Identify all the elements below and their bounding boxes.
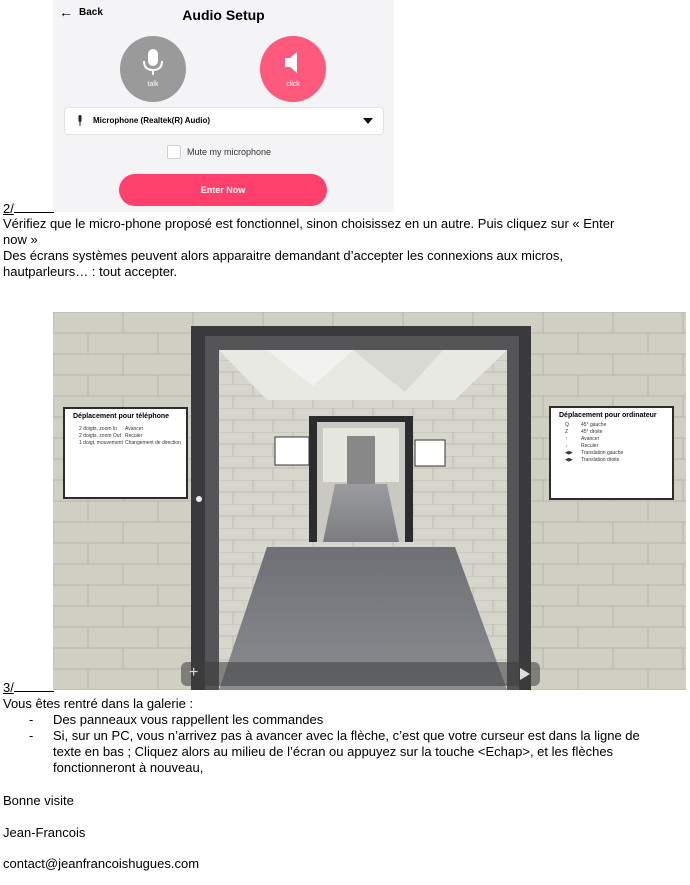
phone-panel-row: 1 doigt, mouvement Changement de direction <box>79 440 181 446</box>
step-2-text <box>3 216 687 280</box>
computer-panel-row: Q 45° gauche <box>565 422 607 428</box>
talk-label: talk <box>147 81 159 88</box>
back-button[interactable]: Back <box>79 7 103 18</box>
list-item: - Des panneaux vous rappellent les commandes <box>3 712 687 728</box>
back-arrow-icon[interactable]: ← <box>59 4 73 20</box>
step-3-number: 3/ <box>3 680 54 696</box>
step-2-line: hautparleurs… : tout accepter. <box>3 264 178 279</box>
phone-panel-row: 2 doigts, zoom In Avancer <box>79 426 144 432</box>
click-label: click <box>286 81 300 88</box>
step-2-number: 2/ <box>3 201 54 217</box>
computer-panel-row: Z 45° droite <box>565 429 603 435</box>
send-arrow-icon[interactable] <box>520 668 530 680</box>
chevron-down-icon[interactable] <box>363 118 373 124</box>
step-3-text <box>3 696 687 776</box>
step-2-line: now » <box>3 232 38 247</box>
computer-panel-row: ◀▶ Translation droite <box>565 457 620 463</box>
gallery-screenshot <box>53 312 686 690</box>
gallery-scene <box>53 312 686 690</box>
contact-email[interactable]: contact@jeanfrancoishugues.com <box>3 856 200 871</box>
computer-panel-row: ↑ Avancer <box>565 436 600 442</box>
computer-panel-row: ◀▶ Translation gauche <box>565 450 624 456</box>
microphone-select-value: Microphone (Realtek(R) Audio) <box>93 116 211 125</box>
phone-panel-title: Déplacement pour téléphone <box>73 413 170 420</box>
talk-button[interactable] <box>120 36 186 102</box>
mute-checkbox[interactable] <box>167 145 181 159</box>
audio-setup-title: Audio Setup <box>182 7 265 23</box>
click-button[interactable] <box>260 36 326 102</box>
microphone-icon <box>77 115 83 127</box>
step-2-line: Des écrans systèmes peuvent alors apparaitre demandant d’accepter les connexions aux micros, <box>3 248 564 263</box>
enter-now-button[interactable]: Enter Now <box>119 174 327 206</box>
microphone-icon <box>141 49 165 77</box>
computer-panel-title: Déplacement pour ordinateur <box>559 412 657 419</box>
audio-setup-screenshot <box>53 0 394 212</box>
step-3-list <box>3 712 687 776</box>
mute-label: Mute my microphone <box>187 147 272 157</box>
microphone-select[interactable] <box>64 107 384 135</box>
phone-controls-panel <box>63 407 188 499</box>
list-item: - Si, sur un PC, vous n’arrivez pas à avancer avec la flèche, c’est que votre curseur est dans la ligne de texte en bas ; Cliquez alors au milieu de l’écran ou appuyez sur la touche <Echap>, et les flèches fonctionneront à nouveau, <box>3 728 687 776</box>
step-3-intro: Vous êtes rentré dans la galerie : <box>3 696 194 711</box>
greeting: Bonne visite <box>3 793 74 808</box>
computer-controls-panel <box>549 406 674 500</box>
speaker-icon <box>281 49 305 77</box>
chat-input-bar[interactable] <box>181 662 540 686</box>
signature: Jean-Francois <box>3 825 86 840</box>
plus-icon[interactable]: + <box>189 664 199 681</box>
computer-panel-row: ↓ Reculer <box>565 443 599 449</box>
phone-panel-row: 2 doigts, zoom Out Reculer <box>79 433 143 439</box>
step-2-line: Vérifiez que le micro-phone proposé est fonctionnel, sinon choisissez en un autre. Puis cliquez sur « Enter <box>3 216 615 231</box>
